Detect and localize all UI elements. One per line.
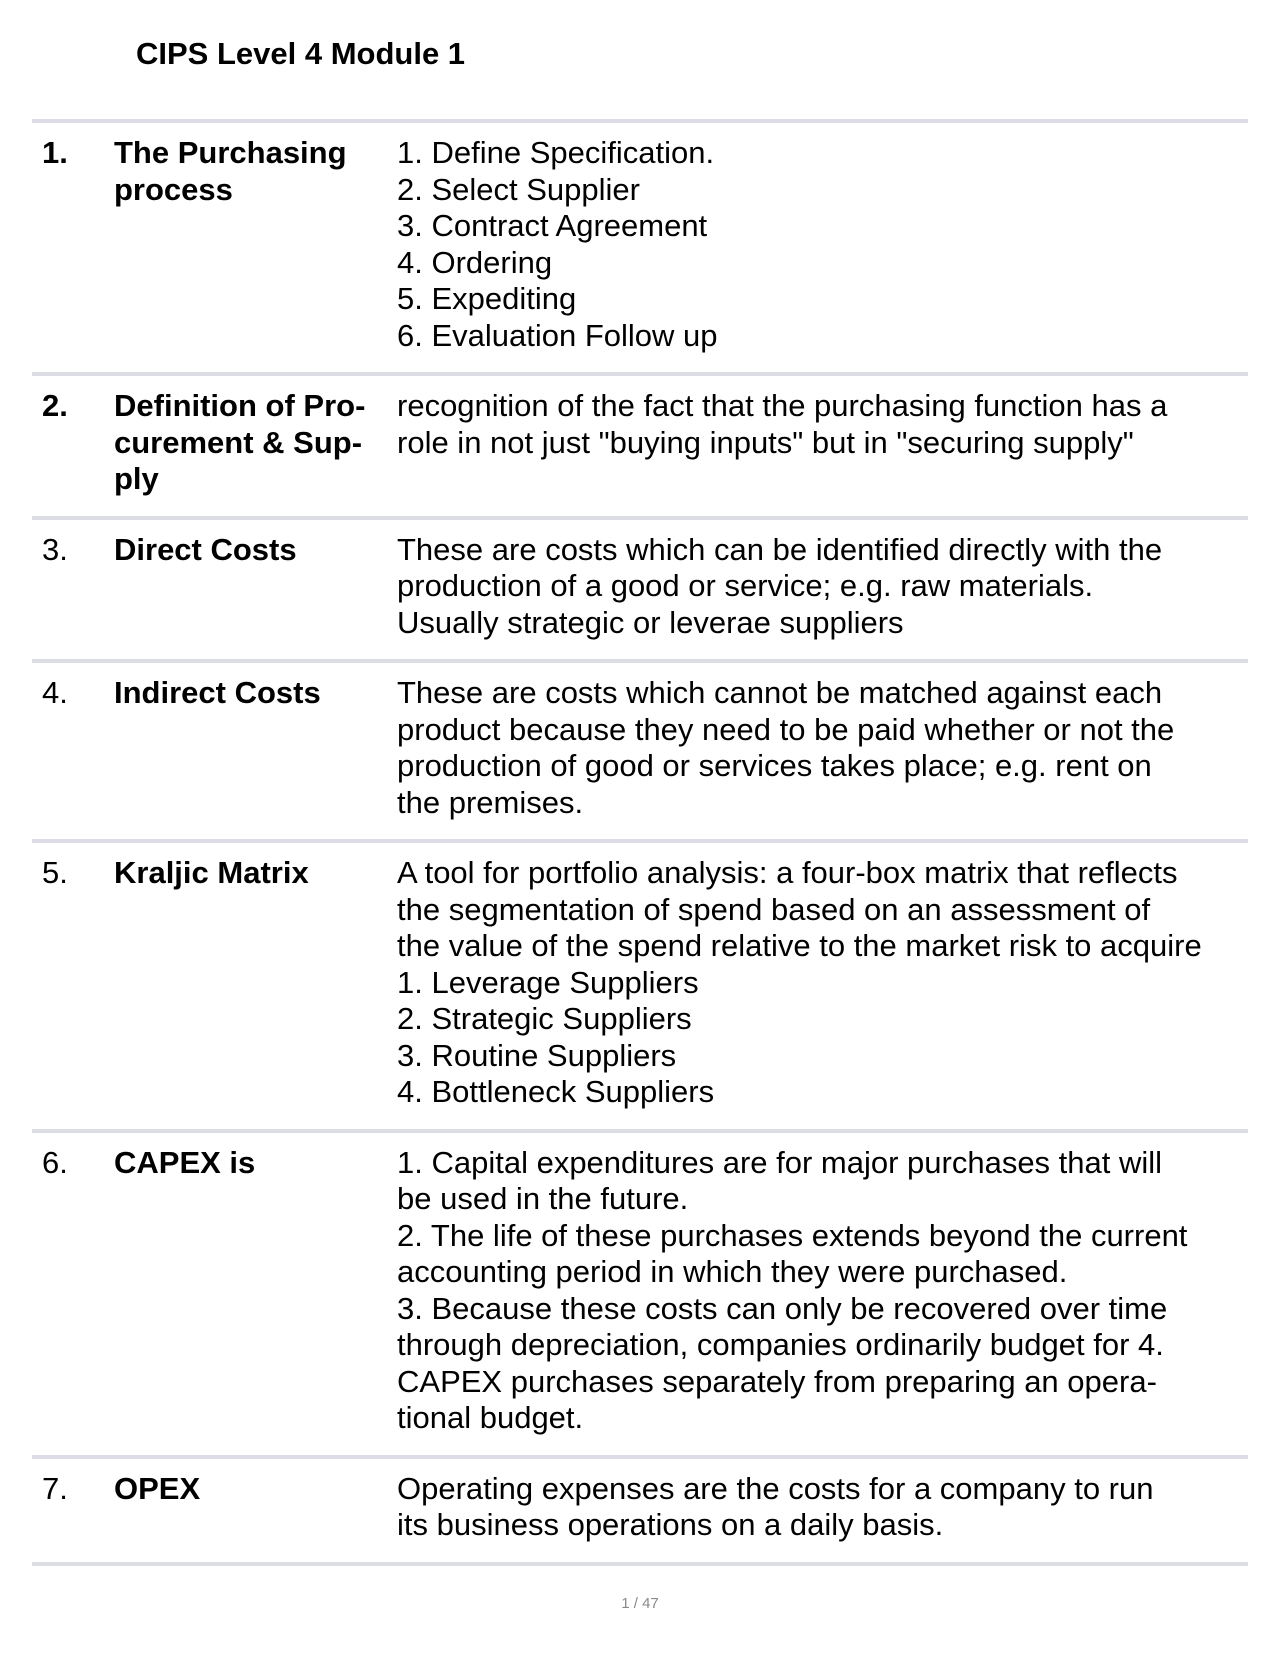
- definition-line: production of good or services takes place; e.g. rent on: [397, 748, 1152, 783]
- card-definition: [397, 135, 1248, 354]
- card-term: [114, 675, 397, 821]
- definition-line: 5. Expediting: [397, 281, 577, 316]
- definition-line: 2. The life of these purchases extends beyond the current: [397, 1217, 1188, 1253]
- card-number: 6.: [42, 1144, 68, 1180]
- card-definition: [397, 855, 1248, 1111]
- term-line: CAPEX is: [114, 1144, 256, 1180]
- definition-line: 4. Ordering: [397, 244, 553, 280]
- definition-line: accounting period in which they were purchased.: [397, 1254, 1068, 1289]
- card-term: [114, 532, 397, 642]
- card-term: [114, 855, 397, 1111]
- definition-line: production of a good or service; e.g. raw materials.: [397, 568, 1094, 603]
- card-definition: [397, 388, 1248, 498]
- definition-line: 1. Define Specification.: [397, 135, 715, 170]
- definition-line: 3. Contract Agreement: [397, 208, 708, 243]
- card-number: 1.: [42, 135, 68, 170]
- card-number: 4.: [42, 675, 68, 710]
- flashcard-row: [32, 1459, 1248, 1566]
- flashcard-row: [32, 376, 1248, 520]
- definition-line: the segmentation of spend based on an assessment of: [397, 891, 1151, 927]
- definition-line: 4. Bottleneck Suppliers: [397, 1074, 715, 1109]
- definition-line: 1. Capital expenditures are for major purchases that will: [397, 1144, 1163, 1180]
- card-definition: [397, 675, 1248, 821]
- card-number: 3.: [42, 531, 68, 567]
- term-line: OPEX: [114, 1470, 201, 1506]
- card-definition: [397, 1145, 1248, 1437]
- definition-line: 3. Because these costs can only be recovered over time: [397, 1290, 1168, 1326]
- definition-line: A tool for portfolio analysis: a four-box matrix that reflects: [397, 855, 1178, 890]
- definition-line: 2. Strategic Suppliers: [397, 1001, 692, 1036]
- definition-line: the premises.: [397, 784, 584, 820]
- definition-line: 6. Evaluation Follow up: [397, 317, 718, 353]
- card-definition: [397, 1471, 1248, 1544]
- flashcard-row: [32, 843, 1248, 1133]
- term-line: The Purchasing: [114, 135, 347, 170]
- card-term: [114, 388, 397, 498]
- card-number: 7.: [42, 1470, 68, 1506]
- flashcard-row: [32, 520, 1248, 664]
- card-number: 5.: [42, 855, 68, 890]
- card-term: [114, 1145, 397, 1437]
- card-definition: [397, 532, 1248, 642]
- term-line: Direct Costs: [114, 531, 297, 567]
- document-title: CIPS Level 4 Module 1: [136, 36, 466, 71]
- definition-line: 1. Leverage Suppliers: [397, 964, 699, 1000]
- flashcard-row: [32, 663, 1248, 843]
- definition-line: CAPEX purchases separately from preparing an opera-: [397, 1363, 1157, 1399]
- definition-line: through depreciation, companies ordinarily budget for 4.: [397, 1327, 1164, 1362]
- card-term: [114, 1471, 397, 1544]
- flashcard-row: [32, 1133, 1248, 1459]
- definition-line: 3. Routine Suppliers: [397, 1037, 677, 1073]
- definition-line: the value of the spend relative to the market risk to acquire: [397, 928, 1202, 963]
- definition-line: be used in the future.: [397, 1181, 689, 1216]
- term-line: Kraljic Matrix: [114, 855, 309, 890]
- definition-line: recognition of the fact that the purchasing function has a: [397, 388, 1168, 423]
- definition-line: role in not just "buying inputs" but in "securing supply": [397, 424, 1134, 460]
- term-line: Definition of Pro-: [114, 388, 366, 423]
- flashcard-row: [32, 123, 1248, 376]
- definition-line: Operating expenses are the costs for a company to run: [397, 1470, 1154, 1506]
- definition-line: product because they need to be paid whether or not the: [397, 711, 1175, 747]
- page-indicator: 1 / 47: [621, 1595, 659, 1612]
- card-term: [114, 135, 397, 354]
- definition-line: These are costs which cannot be matched against each: [397, 675, 1163, 710]
- definition-line: its business operations on a daily basis.: [397, 1507, 944, 1542]
- term-line: process: [114, 171, 233, 207]
- definition-line: These are costs which can be identified directly with the: [397, 531, 1163, 567]
- term-line: curement & Sup-: [114, 424, 363, 460]
- definition-line: 2. Select Supplier: [397, 171, 640, 207]
- definition-line: tional budget.: [397, 1400, 584, 1435]
- definition-line: Usually strategic or leverae suppliers: [397, 604, 904, 640]
- term-line: ply: [114, 461, 159, 496]
- flashcard-list: [32, 119, 1248, 1566]
- term-line: Indirect Costs: [114, 675, 321, 710]
- card-number: 2.: [42, 388, 68, 423]
